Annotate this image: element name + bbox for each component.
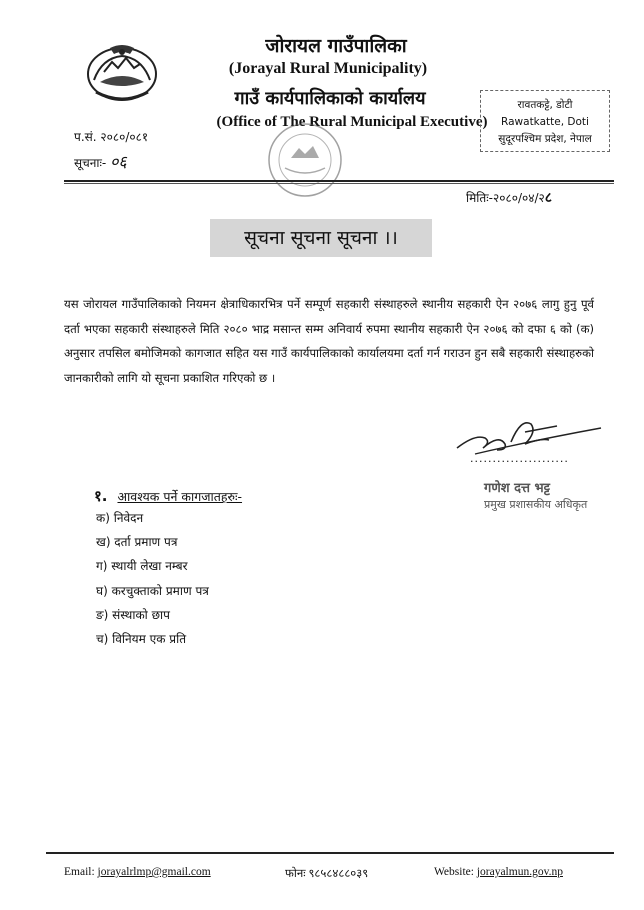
signatory-name: गणेश दत्त भट्ट [484,481,550,496]
office-name-np: गाउँ कार्यपालिकाको कार्यालय [234,88,426,109]
footer-divider [46,852,614,854]
reference-number: प.सं. २०८०/०८१ [74,130,149,144]
office-name-en: (Office of The Rural Municipal Executive) [216,114,488,130]
requirements-number: १. [94,487,108,505]
website-label: Website: [434,866,474,878]
header-divider-thin [64,183,614,184]
notice-number [74,150,127,172]
notice-title: सूचना सूचना सूचना ।। [210,219,432,257]
address-line-2: Rawatkatte, Doti [501,116,589,128]
list-item: घ) करचुक्ताको प्रमाण पत्र [96,583,209,598]
list-item: क) निवेदन [96,511,144,525]
signature-dots: ...................... [470,452,569,465]
header-divider [64,180,614,182]
notice-number-handwritten: ०६ [110,152,127,171]
list-item: ग) स्थायी लेखा नम्बर [96,559,188,574]
footer-website [434,866,563,878]
municipality-name-en: (Jorayal Rural Municipality) [228,60,428,77]
email-link[interactable]: jorayalrlmp@gmail.com [97,866,211,878]
list-item: ख) दर्ता प्रमाण पत्र [96,535,178,550]
footer-email [64,866,211,878]
notice-body: यस जोरायल गाउँपालिकाको नियमन क्षेत्राधिकारभित्र पर्ने सम्पूर्ण सहकारी संस्थाहरुले स्थानीय सहकारी ऐन २०७६ लागु हुनु पूर्व दर्ता भएका सहकारी संस्थाहरुले मिति २०८० भाद्र मसान्त सम्म अनिवार्य रुपमा स्थानीय सहकारी ऐन २०७६ को दफा ६ को (क) अनुसार तपसिल बमोजिमको कागजात सहित यस गाउँ कार्यपालिकाको कार्यालयमा दर्ता गर्न गराउन हुन सबै सहकारी संस्थाहरुको जानकारीको लागि यो सूचना प्रकाशित गरिएको छ । [64,297,594,385]
email-label: Email: [64,866,95,878]
list-item: च) विनियम एक प्रति [96,631,187,646]
footer-phone [285,866,368,881]
address-box [480,90,610,152]
list-item: ङ) संस्थाको छाप [96,607,170,622]
phone-label: फोनः [285,868,306,880]
phone-number: ९८५८४८८०३९ [308,868,369,880]
requirements-label: आवश्यक पर्ने कागजातहरुः- [117,489,243,504]
requirements-heading [94,486,242,506]
date-day-handwritten: ८ [544,190,553,206]
date-label: मितिः-२०८०/०४/२ [466,191,545,205]
requirements-list [96,506,209,651]
office-stamp-icon [255,118,355,208]
address-line-1: रावतकट्टे, डोटी [517,99,573,111]
address-line-3: सुदूरपश्चिम प्रदेश, नेपाल [498,133,592,145]
notice-date [466,188,552,207]
municipality-name-np: जोरायल गाउँपालिका [265,35,407,57]
signatory-title: प्रमुख प्रशासकीय अधिकृत [484,498,588,511]
website-link[interactable]: jorayalmun.gov.np [476,866,563,878]
notice-number-label: सूचनाः- [74,156,107,170]
